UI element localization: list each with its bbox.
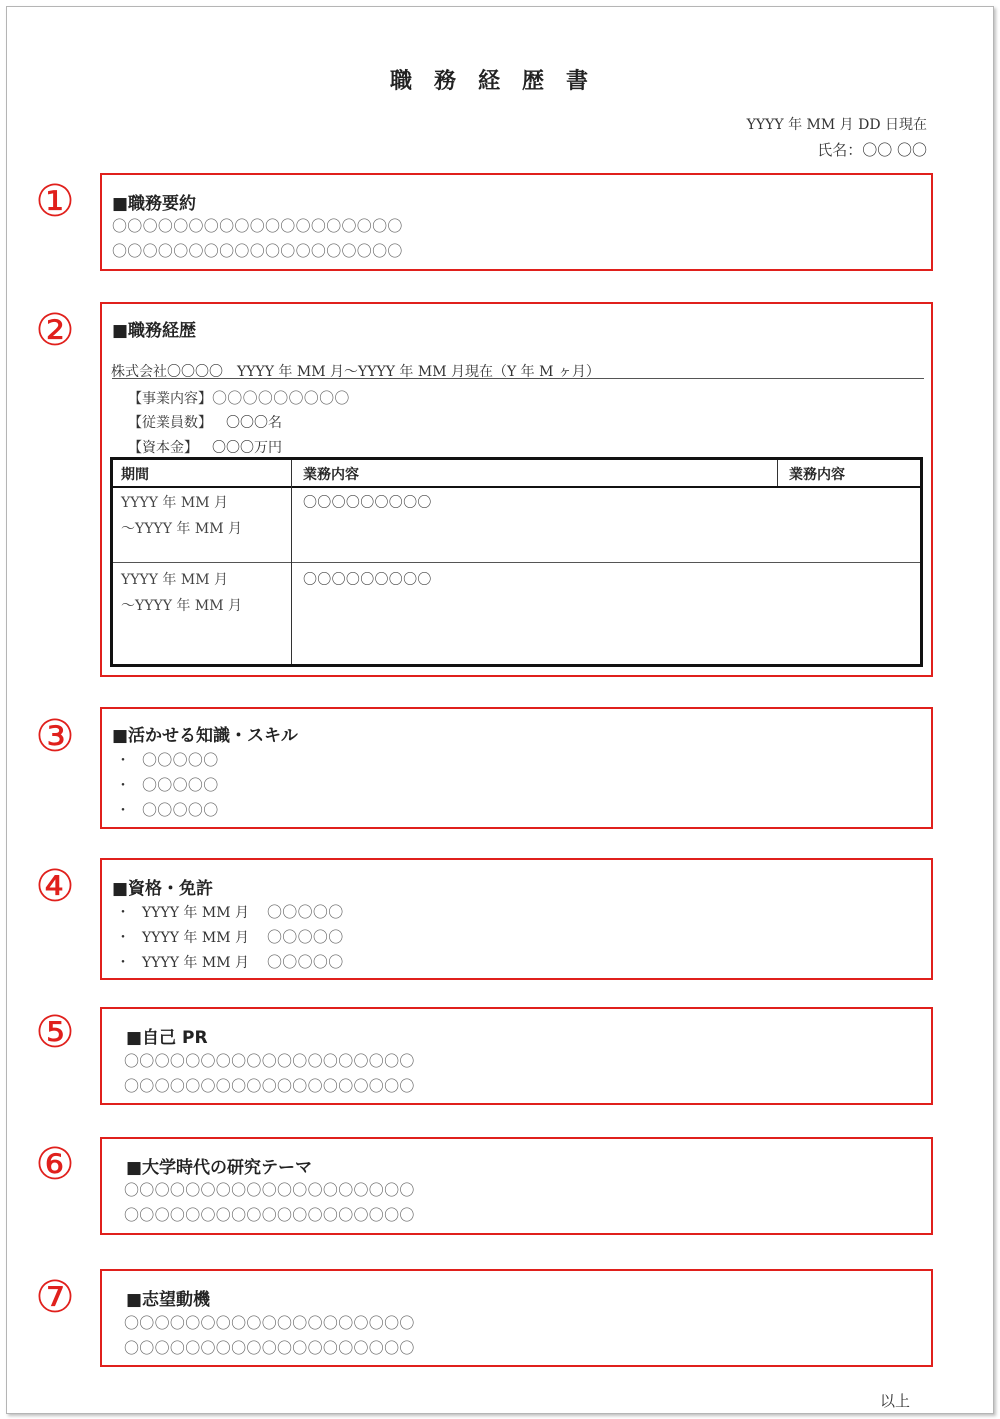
table-header-content-2: 業務内容 xyxy=(789,467,845,483)
table-row-1-period-from: YYYY 年 MM 月 xyxy=(121,495,228,511)
self-pr-heading: ■自己 PR xyxy=(126,1028,208,1048)
table-header-content: 業務内容 xyxy=(303,467,359,483)
marker-4: ④ xyxy=(35,861,75,912)
marker-7: ⑦ xyxy=(35,1272,75,1323)
job-history-table xyxy=(110,457,923,667)
marker-3: ③ xyxy=(35,711,75,762)
skills-heading: ■活かせる知識・スキル xyxy=(112,726,298,746)
employees-line xyxy=(128,412,282,432)
table-header-divider xyxy=(777,460,778,486)
table-column-divider xyxy=(291,460,292,664)
license-item-2: ・ YYYY 年 MM 月 〇〇〇〇〇 xyxy=(116,928,344,946)
marker-1: ① xyxy=(35,176,75,227)
name-line: 氏名：〇〇 〇〇 xyxy=(817,141,927,159)
research-section xyxy=(100,1137,933,1235)
table-row-1-period-to: ～YYYY 年 MM 月 xyxy=(121,521,242,537)
motivation-section xyxy=(100,1269,933,1367)
license-item-1-name: 〇〇〇〇〇 xyxy=(267,903,344,921)
company-name: 株式会社〇〇〇〇 xyxy=(111,364,223,380)
employees-label: 【従業員数】 xyxy=(128,415,212,431)
motivation-heading: ■志望動機 xyxy=(126,1290,211,1310)
company-underline xyxy=(112,378,924,379)
research-line-2: 〇〇〇〇〇〇〇〇〇〇〇〇〇〇〇〇〇〇〇 xyxy=(124,1206,415,1224)
business-line xyxy=(128,387,350,408)
license-item-3: ・ YYYY 年 MM 月 〇〇〇〇〇 xyxy=(116,953,344,971)
summary-line-2: 〇〇〇〇〇〇〇〇〇〇〇〇〇〇〇〇〇〇〇 xyxy=(112,242,403,260)
self-pr-section xyxy=(100,1007,933,1105)
license-item-1: ・ YYYY 年 MM 月 〇〇〇〇〇 xyxy=(116,903,344,921)
self-pr-line-2: 〇〇〇〇〇〇〇〇〇〇〇〇〇〇〇〇〇〇〇 xyxy=(124,1077,415,1095)
marker-5: ⑤ xyxy=(35,1007,75,1058)
history-section xyxy=(100,302,933,677)
history-heading: ■職務経歴 xyxy=(112,321,197,341)
research-heading: ■大学時代の研究テーマ xyxy=(126,1158,313,1178)
table-header-period: 期間 xyxy=(121,467,149,483)
summary-line-1: 〇〇〇〇〇〇〇〇〇〇〇〇〇〇〇〇〇〇〇 xyxy=(112,217,403,235)
skill-item-3: ・ 〇〇〇〇〇 xyxy=(116,801,219,819)
summary-section xyxy=(100,173,933,271)
business-value: 〇〇〇〇〇〇〇〇〇 xyxy=(212,389,350,407)
capital-value: 〇〇〇万円 xyxy=(212,440,282,456)
capital-line xyxy=(128,437,282,457)
research-line-1: 〇〇〇〇〇〇〇〇〇〇〇〇〇〇〇〇〇〇〇 xyxy=(124,1181,415,1199)
table-row-divider xyxy=(113,562,920,563)
skill-item-1: ・ 〇〇〇〇〇 xyxy=(116,751,219,769)
skill-item-2-text: 〇〇〇〇〇 xyxy=(142,776,219,794)
marker-6: ⑥ xyxy=(35,1139,75,1190)
table-row-1-content: 〇〇〇〇〇〇〇〇〇 xyxy=(303,495,432,511)
capital-label: 【資本金】 xyxy=(128,440,198,456)
business-label: 【事業内容】 xyxy=(128,391,212,407)
license-item-2-date: YYYY 年 MM 月 xyxy=(142,930,249,946)
skill-item-3-text: 〇〇〇〇〇 xyxy=(142,801,219,819)
closing-mark: 以上 xyxy=(880,1392,911,1410)
self-pr-line-1: 〇〇〇〇〇〇〇〇〇〇〇〇〇〇〇〇〇〇〇 xyxy=(124,1052,415,1070)
motivation-line-2: 〇〇〇〇〇〇〇〇〇〇〇〇〇〇〇〇〇〇〇 xyxy=(124,1339,415,1357)
company-period: YYYY 年 MM 月～YYYY 年 MM 月現在（Y 年 M ヶ月） xyxy=(237,364,600,380)
table-row-2-content: 〇〇〇〇〇〇〇〇〇 xyxy=(303,572,432,588)
skills-section xyxy=(100,707,933,829)
summary-heading: ■職務要約 xyxy=(112,194,197,214)
license-item-2-name: 〇〇〇〇〇 xyxy=(267,928,344,946)
employees-value: 〇〇〇名 xyxy=(226,415,282,431)
table-row-2-period-from: YYYY 年 MM 月 xyxy=(121,572,228,588)
document-title: 職務経歴書 xyxy=(389,69,610,94)
licenses-section xyxy=(100,858,933,980)
date-line: YYYY 年 MM 月 DD 日現在 xyxy=(746,117,927,133)
marker-2: ② xyxy=(35,305,75,356)
license-item-1-date: YYYY 年 MM 月 xyxy=(142,905,249,921)
license-item-3-date: YYYY 年 MM 月 xyxy=(142,955,249,971)
table-row-2-period-to: ～YYYY 年 MM 月 xyxy=(121,598,242,614)
skill-item-2: ・ 〇〇〇〇〇 xyxy=(116,776,219,794)
motivation-line-1: 〇〇〇〇〇〇〇〇〇〇〇〇〇〇〇〇〇〇〇 xyxy=(124,1314,415,1332)
license-item-3-name: 〇〇〇〇〇 xyxy=(267,953,344,971)
licenses-heading: ■資格・免許 xyxy=(112,879,214,899)
skill-item-1-text: 〇〇〇〇〇 xyxy=(142,751,219,769)
